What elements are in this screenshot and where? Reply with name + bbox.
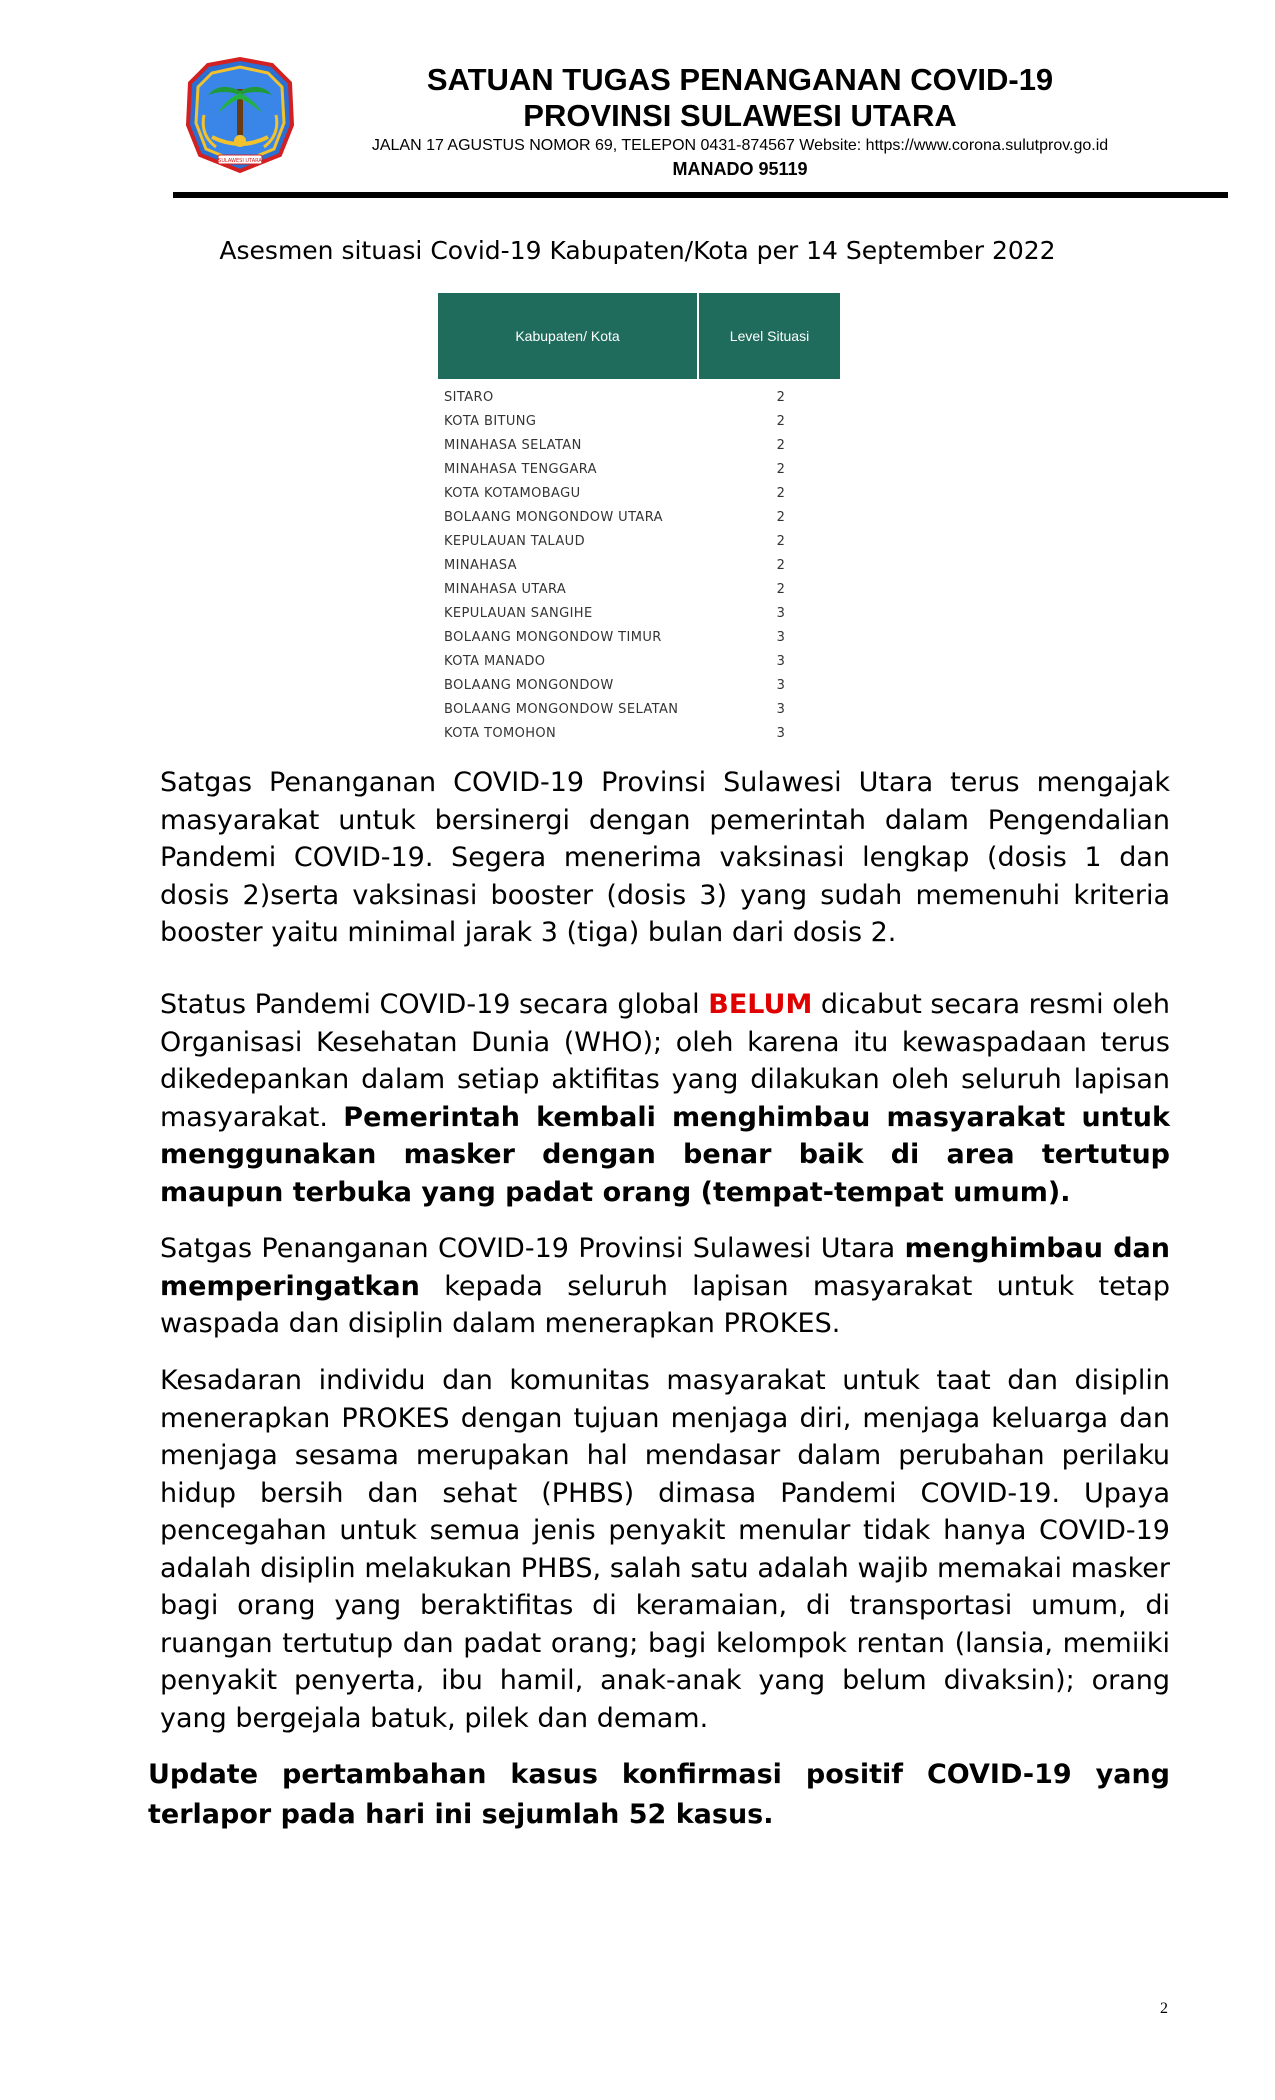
level-value: 3: [776, 605, 786, 621]
table-row: [438, 625, 840, 649]
level-value: 2: [776, 461, 786, 477]
assessment-subtitle: Asesmen situasi Covid-19 Kabupaten/Kota per 14 September 2022: [219, 236, 1056, 265]
kabupaten-name: KOTA BITUNG: [444, 413, 537, 429]
p2-text-a: Status Pandemi COVID-19 secara global: [160, 989, 709, 1020]
belum-emphasis: BELUM: [708, 989, 813, 1020]
table-row: [438, 433, 840, 457]
kabupaten-name: BOLAANG MONGONDOW SELATAN: [444, 701, 679, 717]
logo-lettering: SULAWESI UTARA: [218, 158, 262, 164]
table-header: [438, 293, 840, 379]
p3-text-b: kepada seluruh lapisan masyarakat untuk tetap waspada dan disiplin dalam menerapkan PROKES.: [160, 1270, 1170, 1339]
level-value: 2: [776, 581, 786, 597]
p2-bold-appeal: Pemerintah kembali menghimbau masyarakat untuk menggunakan masker dengan benar baik di area tertutup maupun terbuka yang padat orang (tempat-tempat umum).: [160, 1101, 1170, 1208]
sulawesi-utara-emblem-logo: [180, 55, 300, 175]
table-row: [438, 481, 840, 505]
table-row: [438, 601, 840, 625]
page-number: 2: [1160, 2000, 1168, 2017]
paragraph-warning: [160, 1230, 1170, 1343]
kabupaten-name: SITARO: [444, 389, 494, 405]
header-title-line2: PROVINSI SULAWESI UTARA: [523, 98, 957, 133]
kabupaten-name: BOLAANG MONGONDOW UTARA: [444, 509, 663, 525]
table-row: [438, 673, 840, 697]
kabupaten-name: KEPULAUAN TALAUD: [444, 533, 585, 549]
p3-bold-appeal: menghimbau dan memperingatkan: [160, 1233, 1171, 1302]
p2-text-b: dicabut secara resmi oleh Organisasi Kesehatan Dunia (WHO); oleh karena itu kewaspadaan terus dikedepankan dalam setiap aktifitas yang dilakukan oleh seluruh lapisan masyarakat.: [160, 989, 1170, 1133]
table-row: [438, 649, 840, 673]
paragraph-vaccination: Satgas Penanganan COVID-19 Provinsi Sulawesi Utara terus mengajak masyarakat untuk bersinergi dengan pemerintah dalam Pengendalian Pandemi COVID-19. Segera menerima vaksinasi lengkap (dosis 1 dan dosis 2)serta vaksinasi booster (dosis 3) yang sudah memenuhi kriteria booster yaitu minimal jarak 3 (tiga) bulan dari dosis 2.: [160, 767, 1170, 948]
kabupaten-name: BOLAANG MONGONDOW: [444, 677, 614, 693]
table-row: [438, 409, 840, 433]
table-row: [438, 577, 840, 601]
level-value: 3: [776, 653, 786, 669]
level-value: 2: [776, 389, 786, 405]
table-row: [438, 457, 840, 481]
table-row: [438, 721, 840, 745]
kabupaten-name: KEPULAUAN SANGIHE: [444, 605, 593, 621]
level-situasi-table: [438, 293, 840, 745]
p3-text-a: Satgas Penanganan COVID-19 Provinsi Sulawesi Utara: [160, 1233, 905, 1264]
level-value: 3: [776, 629, 786, 645]
level-value: 3: [776, 677, 786, 693]
table-row: [438, 505, 840, 529]
level-value: 2: [776, 509, 786, 525]
table-row: [438, 529, 840, 553]
level-value: 2: [776, 485, 786, 501]
kabupaten-name: KOTA MANADO: [444, 653, 546, 669]
kabupaten-name: MINAHASA TENGGARA: [444, 461, 597, 477]
paragraph-pandemic-status: [160, 986, 1170, 1211]
kabupaten-name: MINAHASA: [444, 557, 517, 573]
level-value: 2: [776, 413, 786, 429]
level-value: 2: [776, 437, 786, 453]
header-title-line1: SATUAN TUGAS PENANGANAN COVID-19: [426, 62, 1054, 97]
level-value: 2: [776, 533, 786, 549]
level-value: 3: [776, 725, 786, 741]
header-divider: [173, 192, 1228, 198]
kabupaten-name: MINAHASA SELATAN: [444, 437, 582, 453]
case-update: Update pertambahan kasus konfirmasi positif COVID-19 yang terlapor pada hari ini sejumlah 52 kasus.: [148, 1759, 1170, 1830]
paragraph-phbs: Kesadaran individu dan komunitas masyarakat untuk taat dan disiplin menerapkan PROKES dengan tujuan menjaga diri, menjaga keluarga dan menjaga sesama merupakan hal mendasar dalam perubahan perilaku hidup bersih dan sehat (PHBS) dimasa Pandemi COVID-19. Upaya pencegahan untuk semua jenis penyakit menular tidak hanya COVID-19 adalah disiplin melakukan PHBS, salah satu adalah wajib memakai masker bagi orang yang beraktifitas di keramaian, di transportasi umum, di ruangan tertutup dan padat orang; bagi kelompok rentan (lansia, memiiki penyakit penyerta, ibu hamil, anak-anak yang belum divaksin); orang yang bergejala batuk, pilek dan demam.: [160, 1365, 1170, 1734]
kabupaten-name: MINAHASA UTARA: [444, 581, 567, 597]
kabupaten-name: BOLAANG MONGONDOW TIMUR: [444, 629, 662, 645]
level-value: 3: [776, 701, 786, 717]
level-value: 2: [776, 557, 786, 573]
header-address: JALAN 17 AGUSTUS NOMOR 69, TELEPON 0431-874567 Website: https://www.corona.sulutprov.go.id: [371, 137, 1109, 154]
column-header-kabupaten: Kabupaten/ Kota: [438, 293, 699, 379]
table-body: [438, 379, 840, 745]
table-row: [438, 697, 840, 721]
table-row: [438, 385, 840, 409]
kabupaten-name: KOTA KOTAMOBAGU: [444, 485, 581, 501]
column-header-level: Level Situasi: [729, 328, 810, 344]
kabupaten-name: KOTA TOMOHON: [444, 725, 557, 741]
header-city: MANADO 95119: [672, 159, 808, 179]
table-row: [438, 553, 840, 577]
